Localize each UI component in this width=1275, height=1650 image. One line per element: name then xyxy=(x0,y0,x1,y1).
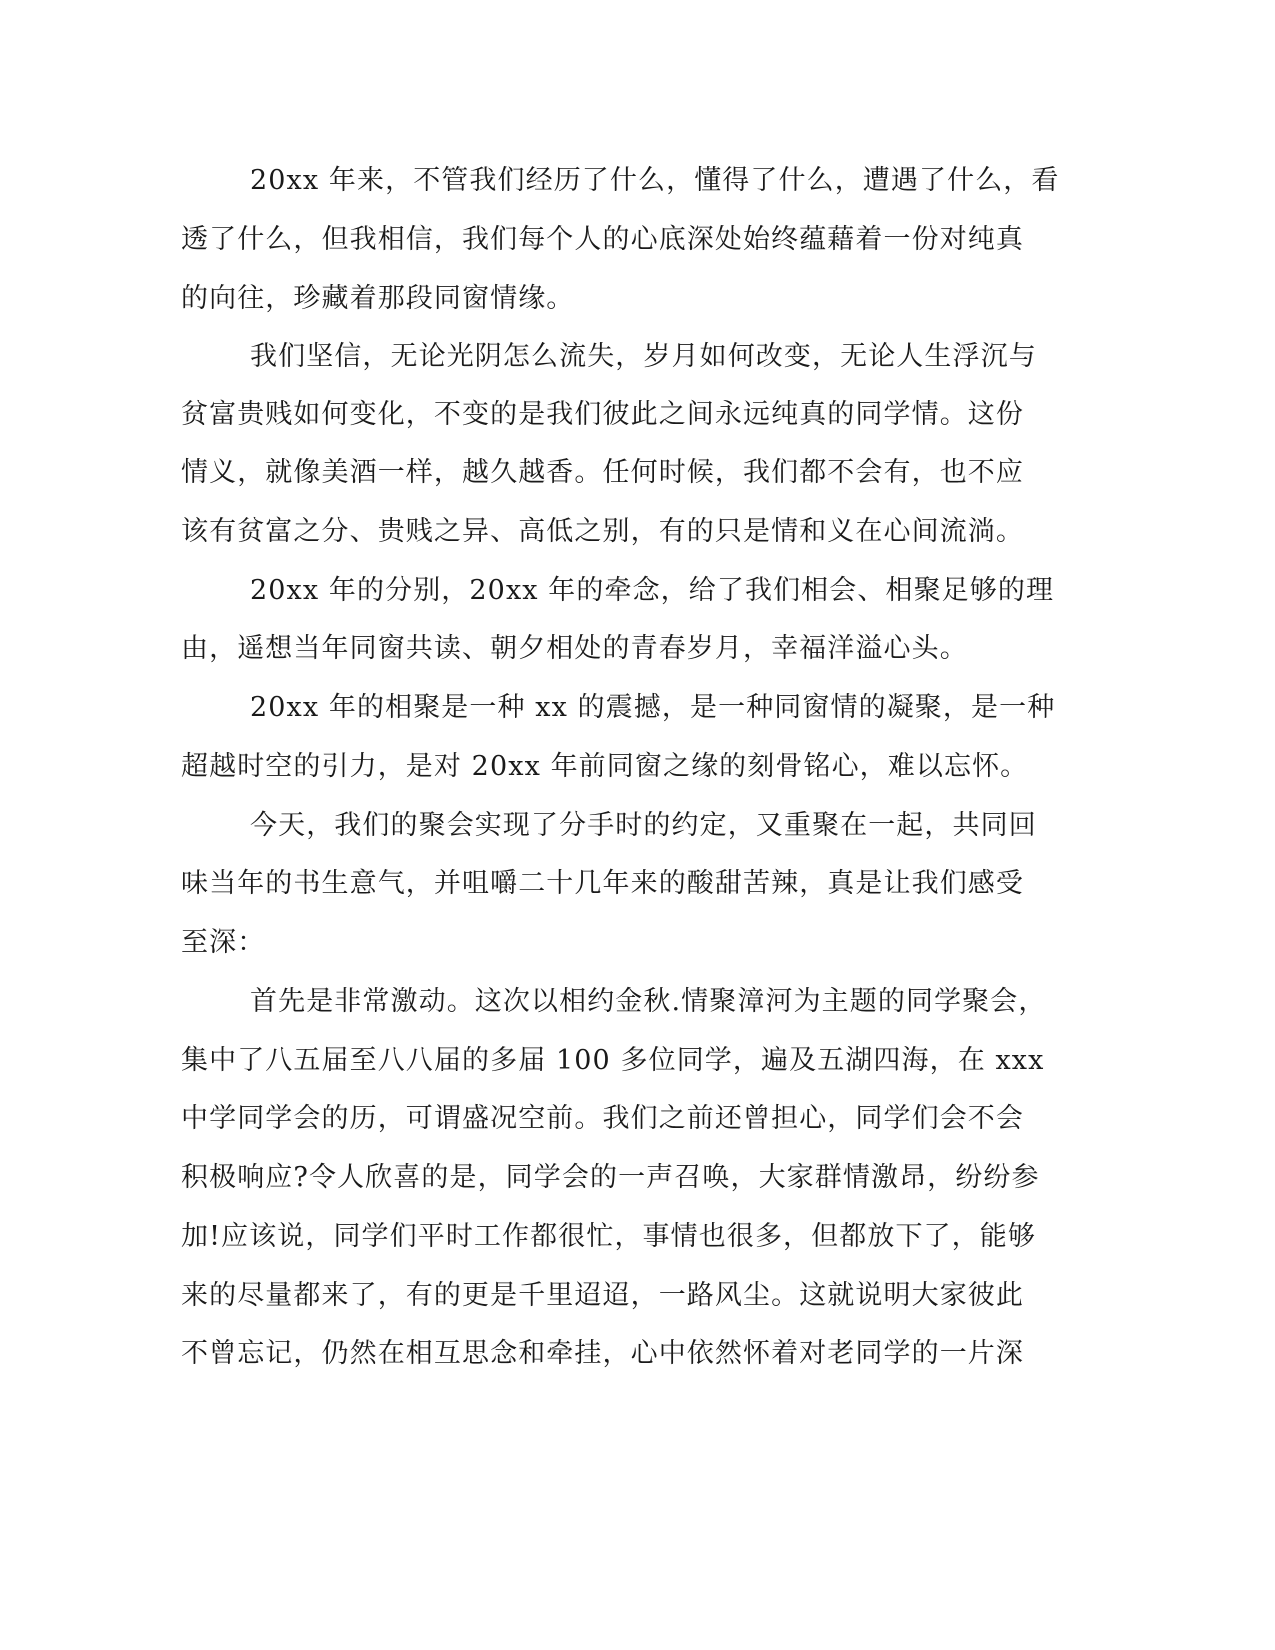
text-line: 由，遥想当年同窗共读、朝夕相处的青春岁月，幸福洋溢心头。 xyxy=(181,633,968,664)
text-line: 该有贫富之分、贵贱之异、高低之别，有的只是情和义在心间流淌。 xyxy=(181,516,1024,547)
text-line: 加!应该说，同学们平时工作都很忙，事情也很多，但都放下了，能够 xyxy=(181,1221,1036,1252)
text-line: 贫富贵贱如何变化，不变的是我们彼此之间永远纯真的同学情。这份 xyxy=(181,399,1024,430)
text-line: 来的尽量都来了，有的更是千里迢迢，一路风尘。这就说明大家彼此 xyxy=(181,1280,1024,1311)
text-line: 20xx 年来，不管我们经历了什么，懂得了什么，遭遇了什么，看 xyxy=(250,165,1060,196)
text-line: 的向往，珍藏着那段同窗情缘。 xyxy=(181,283,575,314)
text-line: 今天，我们的聚会实现了分手时的约定，又重聚在一起，共同回 xyxy=(250,810,1037,841)
text-line: 透了什么，但我相信，我们每个人的心底深处始终蕴藉着一份对纯真 xyxy=(181,224,1024,255)
text-line: 味当年的书生意气，并咀嚼二十几年来的酸甜苦辣，真是让我们感受 xyxy=(181,868,1024,899)
text-line: 积极响应?令人欣喜的是，同学会的一声召唤，大家群情激昂，纷纷参 xyxy=(181,1162,1040,1193)
text-line: 至深： xyxy=(181,927,266,958)
text-line: 我们坚信，无论光阴怎么流失，岁月如何改变，无论人生浮沉与 xyxy=(250,341,1037,372)
text-line: 中学同学会的历，可谓盛况空前。我们之前还曾担心，同学们会不会 xyxy=(181,1103,1024,1134)
text-line: 超越时空的引力，是对 20xx 年前同窗之缘的刻骨铭心，难以忘怀。 xyxy=(181,751,1029,782)
text-line: 情义，就像美酒一样，越久越香。任何时候，我们都不会有，也不应 xyxy=(181,457,1024,488)
text-line: 集中了八五届至八八届的多届 100 多位同学，遍及五湖四海，在 xxx xyxy=(181,1045,1045,1076)
text-line: 不曾忘记，仍然在相互思念和牵挂，心中依然怀着对老同学的一片深 xyxy=(181,1338,1024,1369)
text-line: 首先是非常激动。这次以相约金秋.情聚漳河为主题的同学聚会， xyxy=(250,986,1047,1017)
text-line: 20xx 年的分别，20xx 年的牵念，给了我们相会、相聚足够的理 xyxy=(250,575,1055,606)
text-line: 20xx 年的相聚是一种 xx 的震撼，是一种同窗情的凝聚，是一种 xyxy=(250,692,1056,723)
